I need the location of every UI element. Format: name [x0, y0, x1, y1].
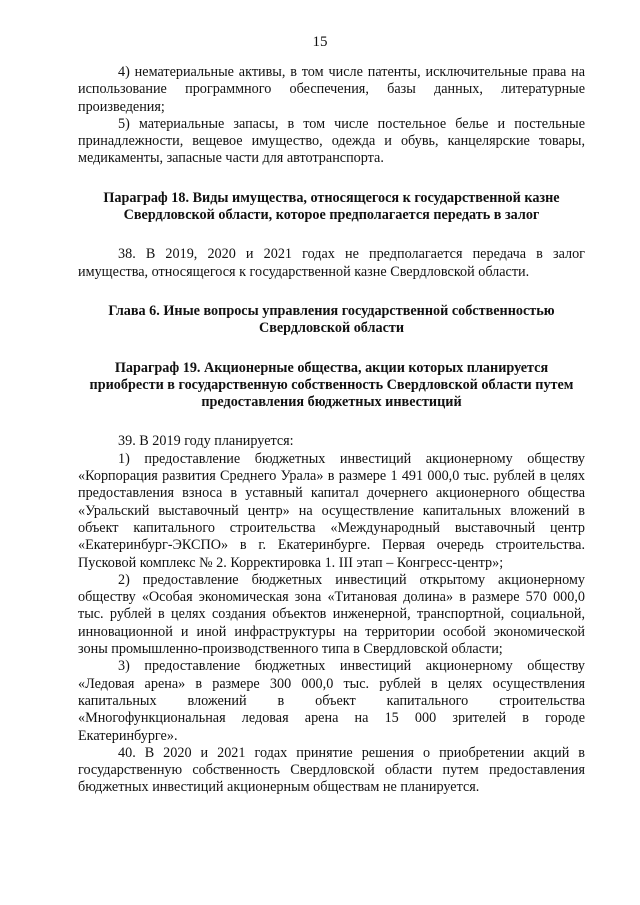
list-item: 4) нематериальные активы, в том числе патенты, исключительные права на использование программного обеспечения, базы данных, литературные произведения;	[78, 64, 585, 115]
paragraph-40: 40. В 2020 и 2021 годах принятие решения о приобретении акций в государственную собственность Свердловской области путем предоставления бюджетных инвестиций акционерным обществам не планируется.	[78, 744, 585, 796]
document-body	[78, 64, 585, 797]
section-19-heading: Параграф 19. Акционерные общества, акции которых планируется приобрести в государственную собственность Свердловской области путем предоставления бюджетных инвестиций	[89, 359, 574, 411]
section-18-heading: Параграф 18. Виды имущества, относящегося к государственной казне Свердловской области, которое предполагается передать в залог	[103, 189, 560, 224]
list-item: 3) предоставление бюджетных инвестиций акционерному обществу «Ледовая арена» в размере 300 000,0 тыс. рублей в целях осуществления капитальных вложений в объект капитального строительства «Многофункциональная ледовая арена на 15 000 зрителей в городе Екатеринбурге».	[78, 658, 585, 744]
list-item: 2) предоставление бюджетных инвестиций открытому акционерному обществу «Особая экономическая зона «Титановая долина» в размере 570 000,0 тыс. рублей в целях создания объектов инженерной, транспортной, социальной, инновационной и иной инфраструктуры на территории особой экономической зоны промышленно-производственного типа в Свердловской области;	[78, 571, 585, 658]
page-number: 15	[312, 34, 328, 50]
chapter-6-heading: Глава 6. Иные вопросы управления государственной собственностью Свердловской области	[108, 302, 555, 337]
paragraph-39-intro: 39. В 2019 году планируется:	[118, 433, 294, 450]
paragraph-38: 38. В 2019, 2020 и 2021 годах не предполагается передача в залог имущества, относящегося к государственной казне Свердловской области.	[78, 246, 585, 280]
list-item: 5) материальные запасы, в том числе постельное белье и постельные принадлежности, вещевое имущество, одежда и обувь, канцелярские товары, медикаменты, запасные части для автотранспорта.	[78, 115, 585, 167]
list-item: 1) предоставление бюджетных инвестиций акционерному обществу «Корпорация развития Среднего Урала» в размере 1 491 000,0 тыс. рублей в целях предоставления взноса в уставный капитал дочернего акционерного общества «Уральский выставочный центр» на осуществление капитальных вложений в объект капитального строительства «Международный выставочный центр «Екатеринбург-ЭКСПО» в г. Екатеринбурге. Первая очередь строительства. Пусковой комплекс № 2. Корректировка 1. III этап – Конгресс-центр»;	[78, 450, 585, 571]
